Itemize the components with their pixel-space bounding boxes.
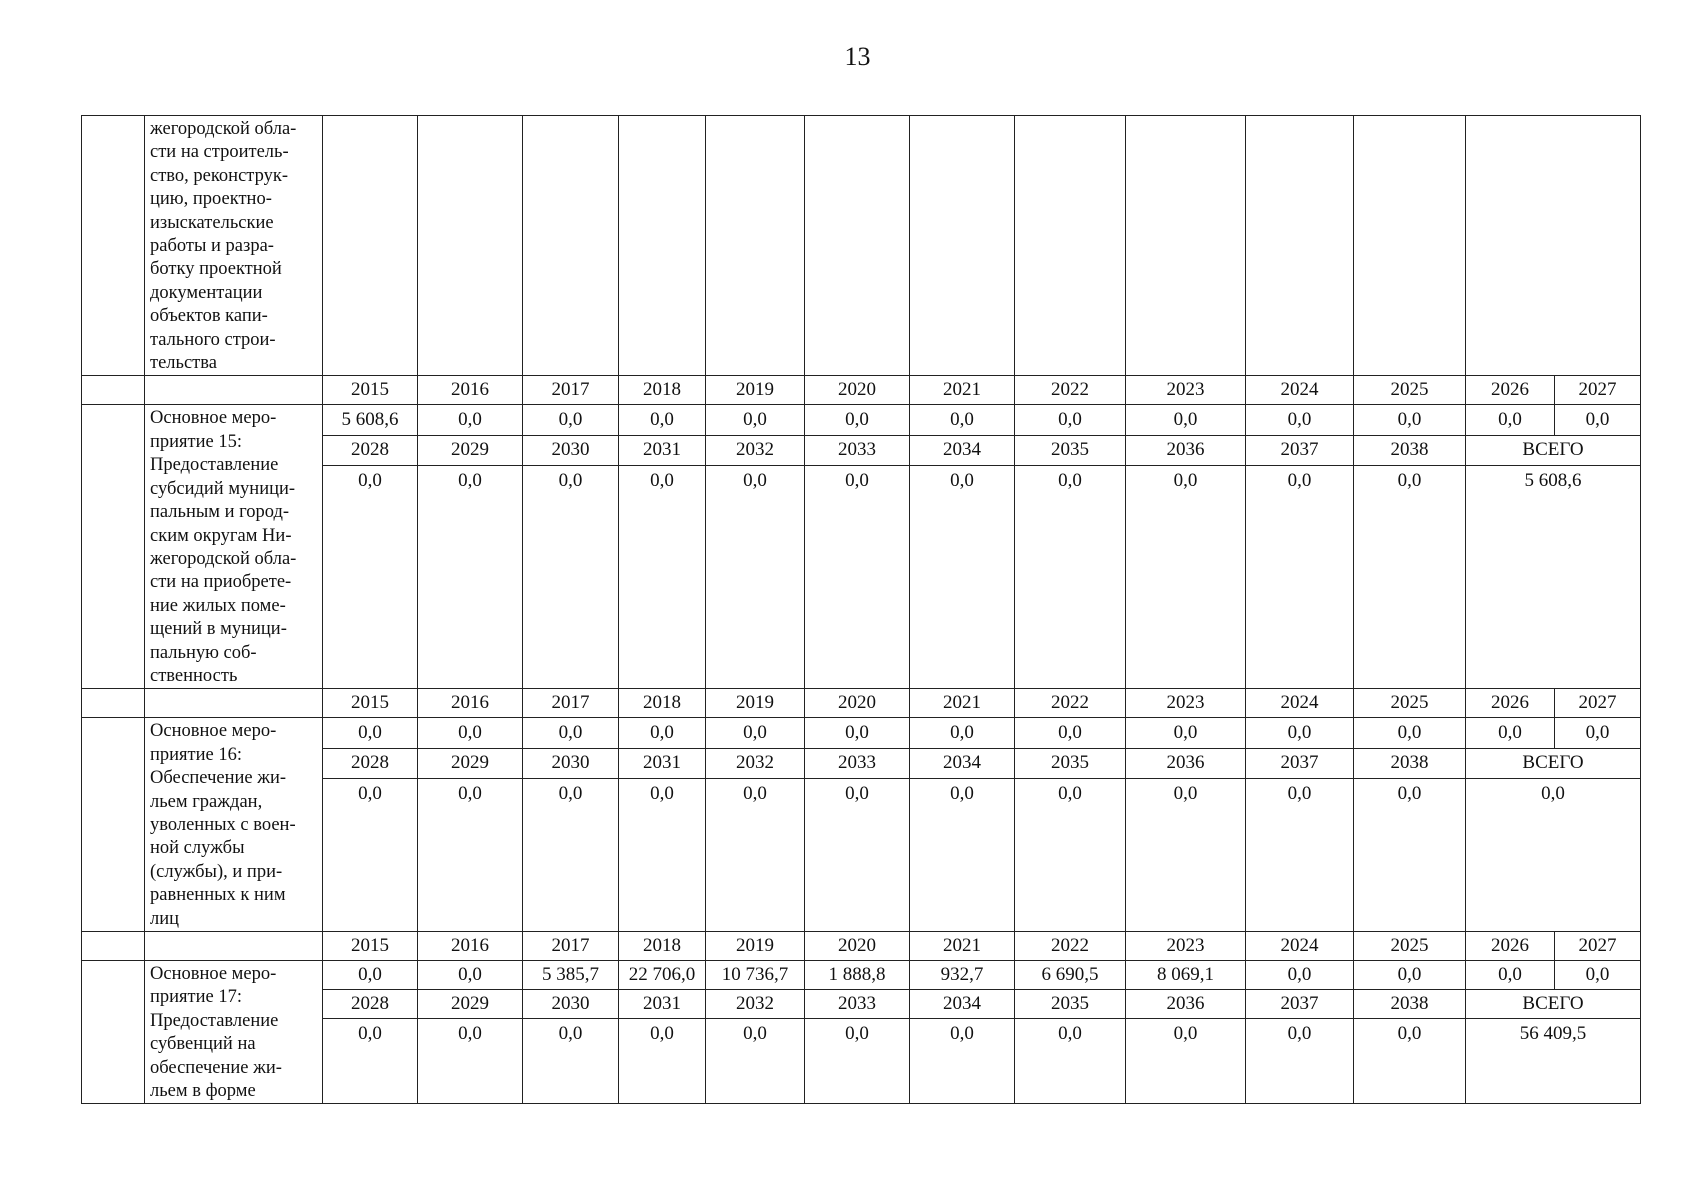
description-line: ботку проектной: [150, 259, 282, 280]
value-cell: 0,0: [1246, 718, 1354, 748]
empty-cell: [82, 116, 145, 376]
year-cell: 2031: [619, 435, 706, 465]
description-line: пальным и город-: [150, 502, 290, 523]
year-cell: 2024: [1246, 376, 1354, 405]
empty-cell: [1466, 116, 1641, 376]
year-cell: 2018: [619, 932, 706, 961]
year-cell: 2030: [523, 990, 619, 1019]
year-cell: 2033: [805, 990, 910, 1019]
description-line: обеспечение жи-: [150, 1057, 282, 1078]
description-line: работы и разра-: [150, 236, 274, 257]
value-cell: 0,0: [323, 1019, 418, 1104]
year-cell: 2034: [910, 990, 1015, 1019]
year-cell: 2017: [523, 932, 619, 961]
year-cell: 2036: [1126, 435, 1246, 465]
description-line: приятие 16:: [150, 744, 243, 765]
year-cell: 2034: [910, 748, 1015, 778]
year-cell: 2020: [805, 689, 910, 718]
value-cell: 0,0: [1126, 465, 1246, 689]
description-line: субвенций на: [150, 1034, 256, 1055]
year-cell: 2019: [706, 932, 805, 961]
empty-cell: [1246, 116, 1354, 376]
description-line: льем граждан,: [150, 791, 263, 812]
year-cell: 2019: [706, 689, 805, 718]
value-cell: 0,0: [418, 405, 523, 435]
value-cell: 0,0: [910, 465, 1015, 689]
value-cell: 0,0: [323, 718, 418, 748]
year-cell: 2015: [323, 376, 418, 405]
year-cell: 2021: [910, 932, 1015, 961]
value-cell: 0,0: [1555, 405, 1641, 435]
year-cell: 2025: [1354, 689, 1466, 718]
value-cell: 0,0: [910, 778, 1015, 931]
description-line: (службы), и при-: [150, 861, 283, 882]
description-line: пальную соб-: [150, 642, 257, 663]
value-cell: 0,0: [323, 961, 418, 990]
description-line: ной службы: [150, 838, 245, 859]
value-cell: 6 690,5: [1015, 961, 1126, 990]
value-cell: 0,0: [706, 1019, 805, 1104]
year-cell: 2030: [523, 748, 619, 778]
value-cell: 0,0: [706, 718, 805, 748]
page-number: 13: [844, 42, 871, 71]
value-cell: 0,0: [418, 778, 523, 931]
value-cell: 8 069,1: [1126, 961, 1246, 990]
description-line: льем в форме: [150, 1081, 256, 1102]
year-cell: 2028: [323, 990, 418, 1019]
description-line: ние жилых поме-: [150, 595, 286, 616]
empty-cell: [619, 116, 706, 376]
total-value-cell: 56 409,5: [1466, 1019, 1641, 1104]
value-cell: 22 706,0: [619, 961, 706, 990]
year-cell: 2036: [1126, 748, 1246, 778]
year-cell: 2030: [523, 435, 619, 465]
year-cell: 2038: [1354, 748, 1466, 778]
continuation-row: [82, 116, 1641, 376]
empty-cell: [323, 116, 418, 376]
year-cell: 2032: [706, 990, 805, 1019]
year-cell: 2028: [323, 748, 418, 778]
empty-cell: [145, 376, 323, 405]
description-line: изыскательские: [150, 212, 274, 233]
year-cell: 2016: [418, 689, 523, 718]
value-cell: 0,0: [1354, 405, 1466, 435]
description-line: равненных к ним: [150, 885, 286, 906]
value-cell: 0,0: [706, 405, 805, 435]
value-cell: 0,0: [619, 405, 706, 435]
value-cell: 0,0: [1015, 405, 1126, 435]
value-cell: 0,0: [1246, 465, 1354, 689]
empty-cell: [418, 116, 523, 376]
value-cell: 0,0: [1126, 405, 1246, 435]
value-cell: 1 888,8: [805, 961, 910, 990]
empty-cell: [910, 116, 1015, 376]
empty-cell: [1126, 116, 1246, 376]
description-line: Обеспечение жи-: [150, 768, 287, 789]
value-cell: 0,0: [418, 961, 523, 990]
empty-cell: [706, 116, 805, 376]
description-line: ство, реконструк-: [150, 165, 288, 186]
empty-cell: [82, 405, 145, 689]
empty-cell: [82, 718, 145, 932]
year-cell: 2022: [1015, 689, 1126, 718]
empty-cell: [145, 932, 323, 961]
values-row: [82, 718, 1641, 748]
value-cell: 0,0: [1466, 961, 1555, 990]
year-cell: 2015: [323, 932, 418, 961]
year-cell: 2027: [1555, 689, 1641, 718]
year-cell: 2038: [1354, 990, 1466, 1019]
description-line: Предоставление: [150, 455, 279, 476]
year-cell: 2016: [418, 376, 523, 405]
description-line: Предоставление: [150, 1010, 279, 1031]
year-cell: 2015: [323, 689, 418, 718]
year-cell: 2026: [1466, 689, 1555, 718]
value-cell: 0,0: [1354, 718, 1466, 748]
value-cell: 0,0: [619, 718, 706, 748]
value-cell: 0,0: [1246, 778, 1354, 931]
value-cell: 0,0: [523, 778, 619, 931]
value-cell: 0,0: [418, 1019, 523, 1104]
year-cell: 2023: [1126, 932, 1246, 961]
empty-cell: [82, 932, 145, 961]
value-cell: 0,0: [619, 1019, 706, 1104]
description-line: объектов капи-: [150, 306, 268, 327]
year-cell: 2024: [1246, 689, 1354, 718]
year-cell: 2018: [619, 376, 706, 405]
year-cell: 2022: [1015, 376, 1126, 405]
year-cell: 2025: [1354, 376, 1466, 405]
description-line: жегородской обла-: [150, 119, 297, 139]
year-cell: 2029: [418, 748, 523, 778]
description-line: приятие 15:: [150, 431, 243, 452]
value-cell: 0,0: [523, 465, 619, 689]
year-cell: 2019: [706, 376, 805, 405]
value-cell: 0,0: [1354, 1019, 1466, 1104]
value-cell: 0,0: [619, 778, 706, 931]
value-cell: 0,0: [418, 465, 523, 689]
year-cell: 2021: [910, 376, 1015, 405]
description-line: уволенных с воен-: [150, 814, 296, 835]
description-line: Основное меро-: [150, 721, 277, 742]
year-cell: 2029: [418, 990, 523, 1019]
description-line: тельства: [150, 353, 217, 374]
description-line: документации: [150, 282, 263, 303]
value-cell: 0,0: [523, 1019, 619, 1104]
year-cell: 2037: [1246, 748, 1354, 778]
total-value-cell: 5 608,6: [1466, 465, 1641, 689]
activity-description: [145, 405, 323, 689]
value-cell: 0,0: [805, 778, 910, 931]
year-header-row: [82, 689, 1641, 718]
year-cell: 2031: [619, 748, 706, 778]
description-line: Основное меро-: [150, 408, 277, 429]
empty-cell: [523, 116, 619, 376]
activity-description: [145, 961, 323, 1104]
year-cell: 2017: [523, 689, 619, 718]
value-cell: 0,0: [805, 1019, 910, 1104]
empty-cell: [145, 689, 323, 718]
year-cell: 2028: [323, 435, 418, 465]
year-cell: 2035: [1015, 990, 1126, 1019]
value-cell: 0,0: [1015, 778, 1126, 931]
value-cell: 0,0: [418, 718, 523, 748]
value-cell: 932,7: [910, 961, 1015, 990]
total-header-cell: ВСЕГО: [1466, 990, 1641, 1019]
value-cell: 0,0: [1354, 961, 1466, 990]
year-cell: 2021: [910, 689, 1015, 718]
value-cell: 0,0: [523, 718, 619, 748]
value-cell: 0,0: [1555, 961, 1641, 990]
year-cell: 2035: [1015, 435, 1126, 465]
year-cell: 2033: [805, 748, 910, 778]
description-line: ским округам Ни-: [150, 525, 292, 546]
year-cell: 2020: [805, 932, 910, 961]
year-header-row: [82, 932, 1641, 961]
year-cell: 2020: [805, 376, 910, 405]
year-cell: 2026: [1466, 376, 1555, 405]
value-cell: 0,0: [910, 1019, 1015, 1104]
value-cell: 0,0: [323, 465, 418, 689]
year-cell: 2032: [706, 435, 805, 465]
value-cell: 0,0: [1015, 718, 1126, 748]
year-cell: 2027: [1555, 376, 1641, 405]
year-cell: 2031: [619, 990, 706, 1019]
description-line: ственность: [150, 665, 238, 686]
value-cell: 0,0: [1466, 405, 1555, 435]
value-cell: 5 608,6: [323, 405, 418, 435]
value-cell: 0,0: [1354, 778, 1466, 931]
description-line: Основное меро-: [150, 964, 277, 984]
description-line: субсидий муници-: [150, 478, 296, 499]
year-cell: 2033: [805, 435, 910, 465]
value-cell: 0,0: [1246, 961, 1354, 990]
value-cell: 0,0: [323, 778, 418, 931]
year-cell: 2029: [418, 435, 523, 465]
year-cell: 2017: [523, 376, 619, 405]
empty-cell: [1015, 116, 1126, 376]
value-cell: 10 736,7: [706, 961, 805, 990]
financing-table: [81, 115, 1641, 1104]
value-cell: 0,0: [1126, 718, 1246, 748]
total-header-cell: ВСЕГО: [1466, 435, 1641, 465]
value-cell: 0,0: [619, 465, 706, 689]
value-cell: 0,0: [1246, 1019, 1354, 1104]
description-line: цию, проектно-: [150, 189, 272, 210]
description-line: лиц: [150, 908, 180, 929]
description-line: тального строи-: [150, 329, 276, 350]
value-cell: 0,0: [1555, 718, 1641, 748]
description-line: приятие 17:: [150, 987, 243, 1008]
values-row: [82, 405, 1641, 435]
description-line: щений в муници-: [150, 619, 287, 640]
value-cell: 0,0: [1126, 1019, 1246, 1104]
year-cell: 2037: [1246, 990, 1354, 1019]
empty-cell: [82, 689, 145, 718]
value-cell: 0,0: [805, 405, 910, 435]
value-cell: 5 385,7: [523, 961, 619, 990]
total-value-cell: 0,0: [1466, 778, 1641, 931]
year-cell: 2026: [1466, 932, 1555, 961]
year-cell: 2016: [418, 932, 523, 961]
value-cell: 0,0: [1466, 718, 1555, 748]
year-cell: 2038: [1354, 435, 1466, 465]
year-cell: 2027: [1555, 932, 1641, 961]
year-cell: 2023: [1126, 689, 1246, 718]
values-row: [82, 961, 1641, 990]
total-header-cell: ВСЕГО: [1466, 748, 1641, 778]
year-cell: 2034: [910, 435, 1015, 465]
value-cell: 0,0: [805, 465, 910, 689]
empty-cell: [82, 376, 145, 405]
value-cell: 0,0: [1015, 465, 1126, 689]
year-cell: 2018: [619, 689, 706, 718]
activity-description: [145, 116, 323, 376]
value-cell: 0,0: [910, 718, 1015, 748]
year-cell: 2032: [706, 748, 805, 778]
year-header-row: [82, 376, 1641, 405]
year-cell: 2035: [1015, 748, 1126, 778]
description-line: жегородской обла-: [150, 548, 297, 569]
empty-cell: [805, 116, 910, 376]
value-cell: 0,0: [1015, 1019, 1126, 1104]
value-cell: 0,0: [523, 405, 619, 435]
value-cell: 0,0: [805, 718, 910, 748]
empty-cell: [1354, 116, 1466, 376]
year-cell: 2025: [1354, 932, 1466, 961]
description-line: сти на приобрете-: [150, 572, 292, 593]
year-cell: 2022: [1015, 932, 1126, 961]
year-cell: 2036: [1126, 990, 1246, 1019]
value-cell: 0,0: [706, 465, 805, 689]
year-cell: 2023: [1126, 376, 1246, 405]
empty-cell: [82, 961, 145, 1104]
year-cell: 2024: [1246, 932, 1354, 961]
year-cell: 2037: [1246, 435, 1354, 465]
value-cell: 0,0: [910, 405, 1015, 435]
value-cell: 0,0: [1354, 465, 1466, 689]
value-cell: 0,0: [1126, 778, 1246, 931]
value-cell: 0,0: [706, 778, 805, 931]
description-line: сти на строитель-: [150, 142, 289, 163]
value-cell: 0,0: [1246, 405, 1354, 435]
activity-description: [145, 718, 323, 932]
